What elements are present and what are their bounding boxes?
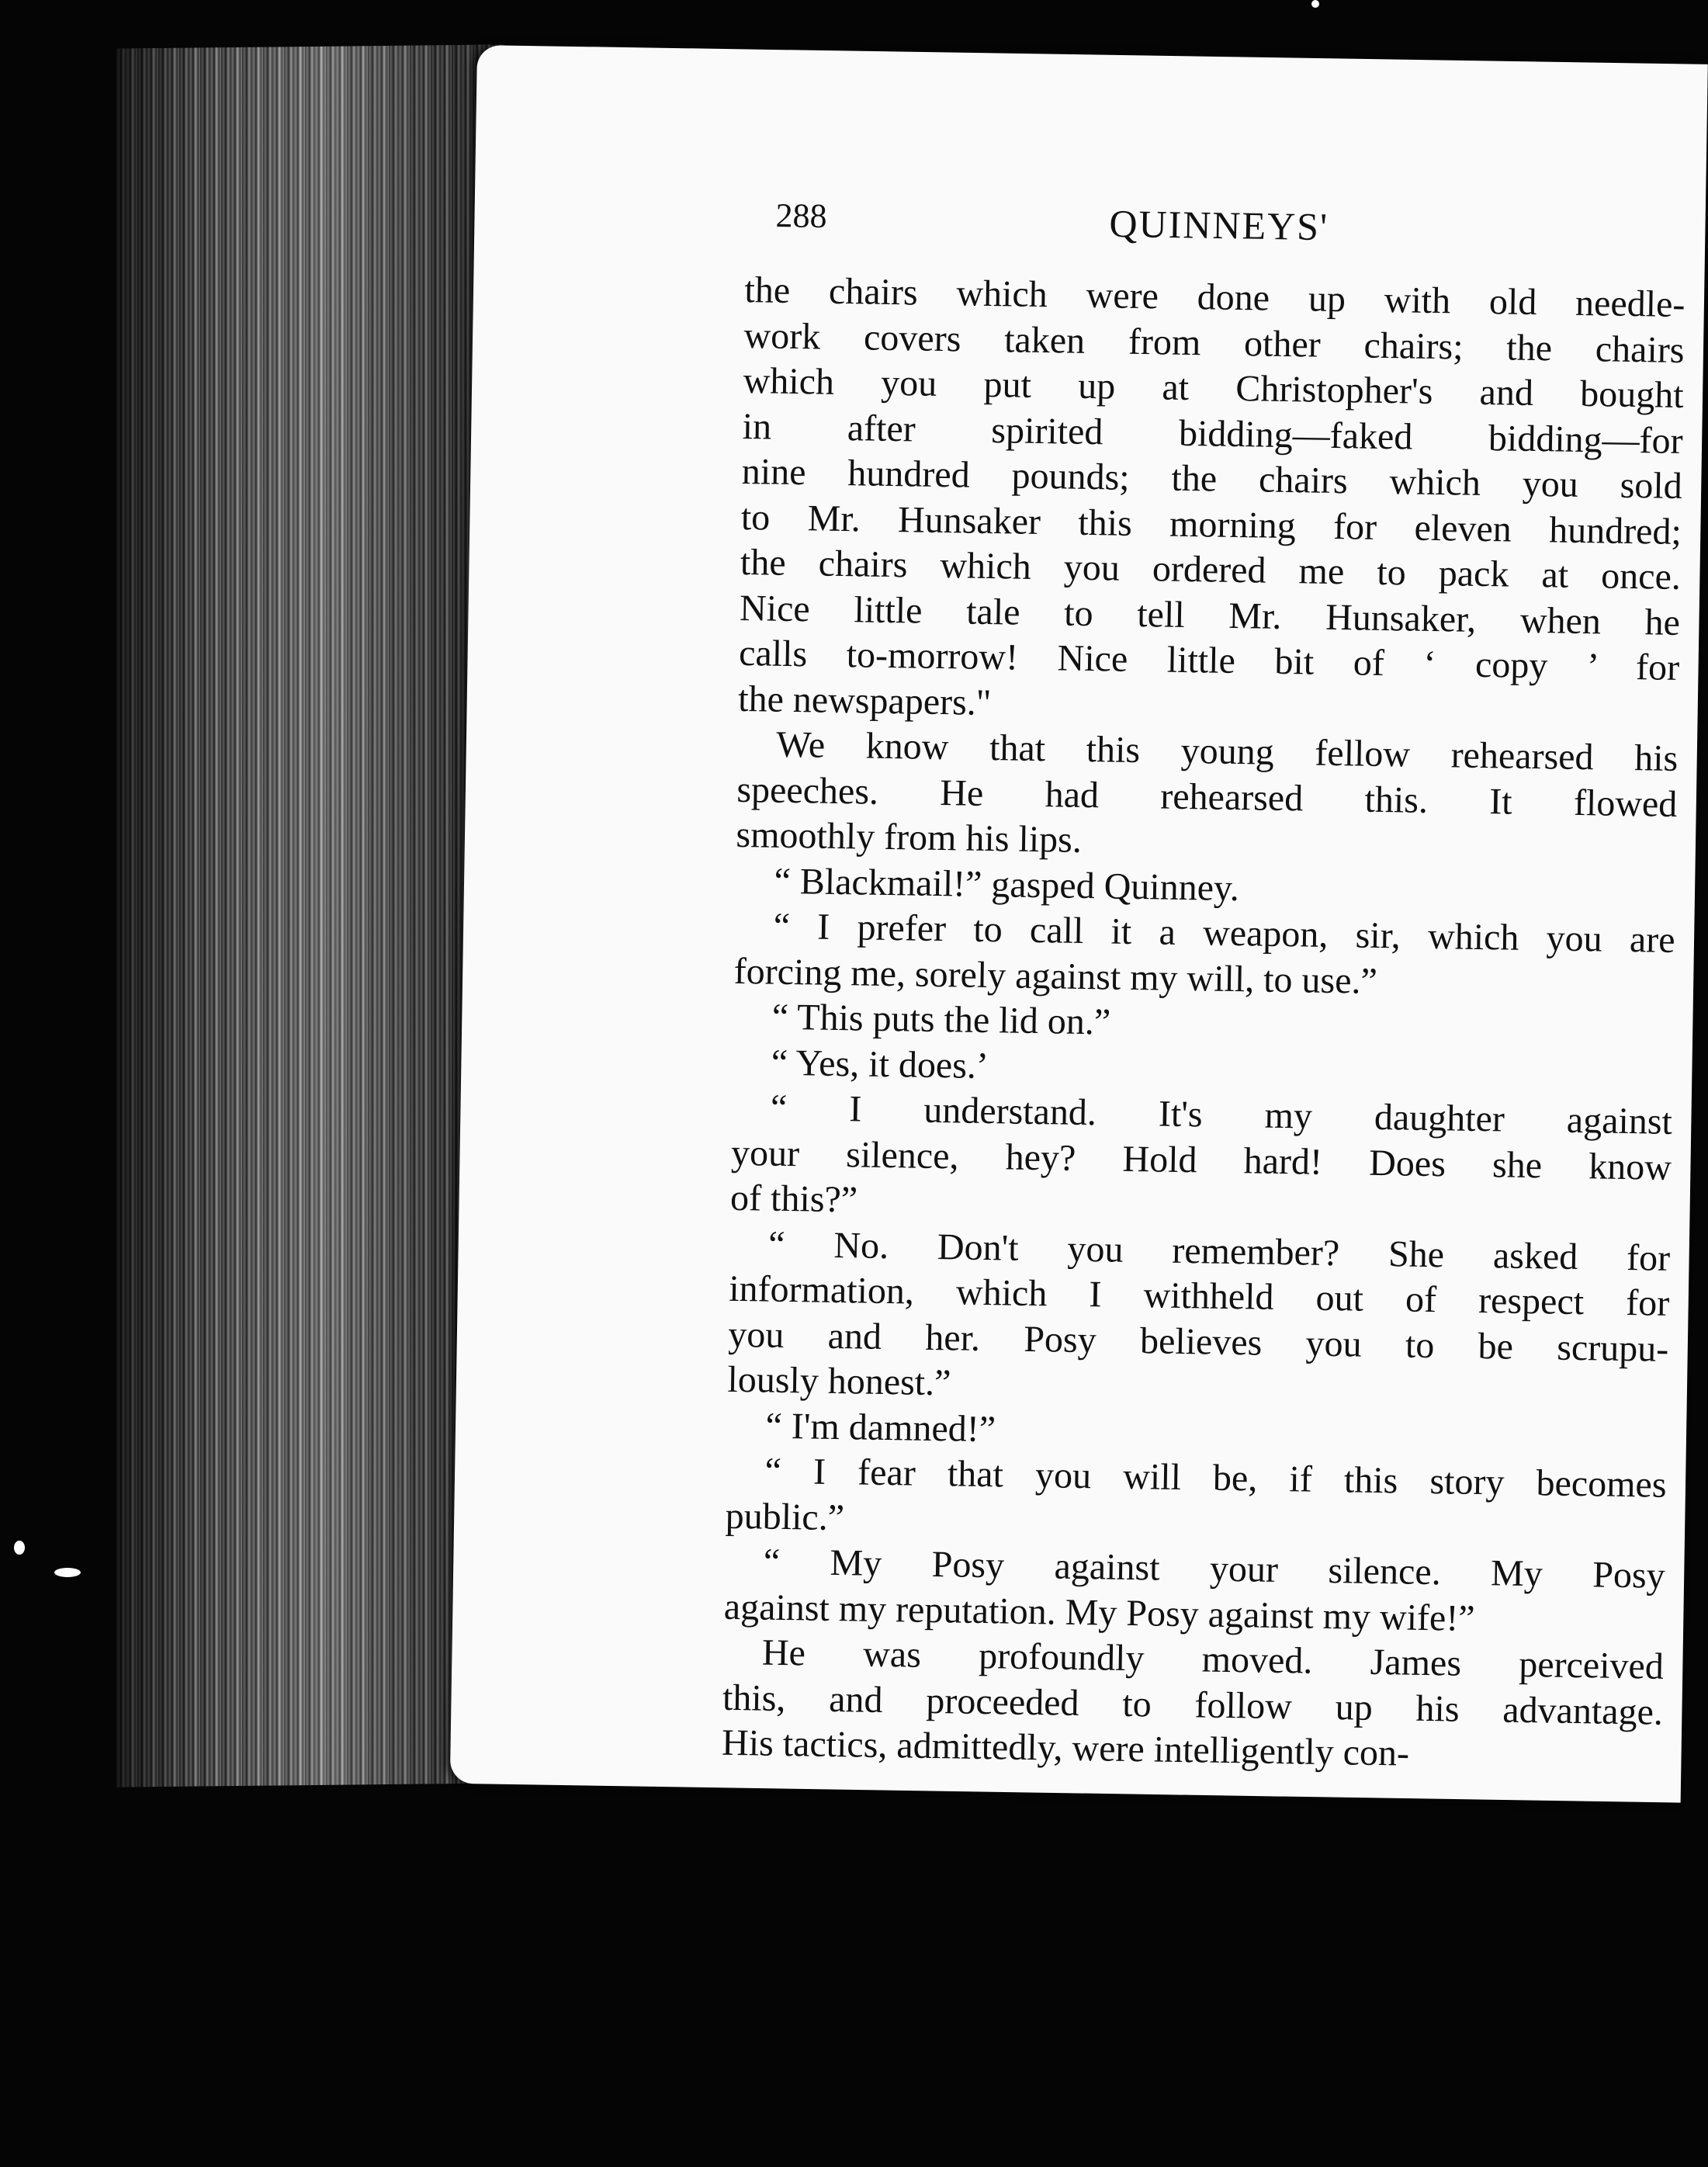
book-page-edges (116, 44, 504, 1787)
text-line: your silence, hey? Hold hard! Does she know (730, 1132, 1672, 1188)
running-title: QUINNEYS' (1109, 201, 1329, 249)
text-line: public.” (725, 1495, 845, 1538)
text-line: Nice little tale to tell Mr. Hunsaker, when he (739, 587, 1681, 643)
paragraph (725, 1448, 1667, 1554)
text-line: forcing me, sorely against my will, to use.” (733, 950, 1378, 1002)
text-line: this, and proceeded to follow up his advantage. (722, 1676, 1664, 1733)
text-line: to Mr. Hunsaker this morning for eleven hundred; (740, 496, 1682, 553)
text-line: the chairs which were done up with old needle- (744, 269, 1685, 326)
text-line: against my reputation. My Posy against my wife!” (723, 1586, 1476, 1639)
paragraph (738, 268, 1685, 737)
text-line: We know that this young fellow rehearsed his (775, 723, 1679, 779)
text-line: you and her. Posy believes you to be scrupu- (728, 1313, 1669, 1370)
text-line: in after spirited bidding—faked bidding—for (742, 405, 1684, 462)
text-line: information, which I withheld out of respect for (728, 1267, 1670, 1324)
text-line: speeches. He had rehearsed this. It flowed (736, 768, 1678, 825)
paragraph (733, 903, 1675, 1009)
text-line: calls to-morrow! Nice little bit of ‘ copy ’ for (738, 632, 1680, 688)
dust-speck (14, 1541, 25, 1555)
text-line: “ My Posy against your silence. My Posy (763, 1541, 1666, 1597)
paragraph (727, 1221, 1671, 1417)
dust-speck (1311, 0, 1319, 8)
text-line: smoothly from his lips. (736, 813, 1083, 861)
paragraph (723, 1539, 1665, 1645)
text-line: nine hundred pounds; the chairs which you sold (741, 450, 1683, 508)
text-line: “ Blackmail!” gasped Quinney. (774, 860, 1240, 909)
text-line: the newspapers." (737, 678, 992, 723)
paragraph (730, 1085, 1673, 1236)
text-line: He was profoundly moved. James perceived (761, 1631, 1665, 1687)
text-line: “ This puts the lid on.” (771, 996, 1111, 1043)
text-line: lously honest.” (727, 1358, 951, 1404)
body-text (722, 268, 1685, 1780)
text-line: of this?” (729, 1177, 858, 1221)
text-line: “ I understand. It's my daughter against (770, 1087, 1673, 1142)
text-line: “ No. Don't you remember? She asked for (767, 1223, 1671, 1279)
paragraph (736, 722, 1679, 873)
text-line: His tactics, admittedly, were intelligently con- (721, 1721, 1410, 1774)
paragraph (722, 1630, 1665, 1781)
text-line: “ Yes, it does.’ (771, 1042, 989, 1087)
text-line: work covers taken from other chairs; the chairs (743, 314, 1685, 371)
text-line: “ I fear that you will be, if this story becomes (764, 1450, 1667, 1506)
text-line: “ I'm damned!” (765, 1405, 996, 1450)
text-line: which you put up at Christopher's and bought (743, 359, 1684, 417)
text-line: the chairs which you ordered me to pack at once. (740, 541, 1682, 598)
page-number: 288 (775, 196, 827, 236)
dust-speck (54, 1568, 81, 1577)
text-line: “ I prefer to call it a weapon, sir, which you are (773, 905, 1675, 961)
